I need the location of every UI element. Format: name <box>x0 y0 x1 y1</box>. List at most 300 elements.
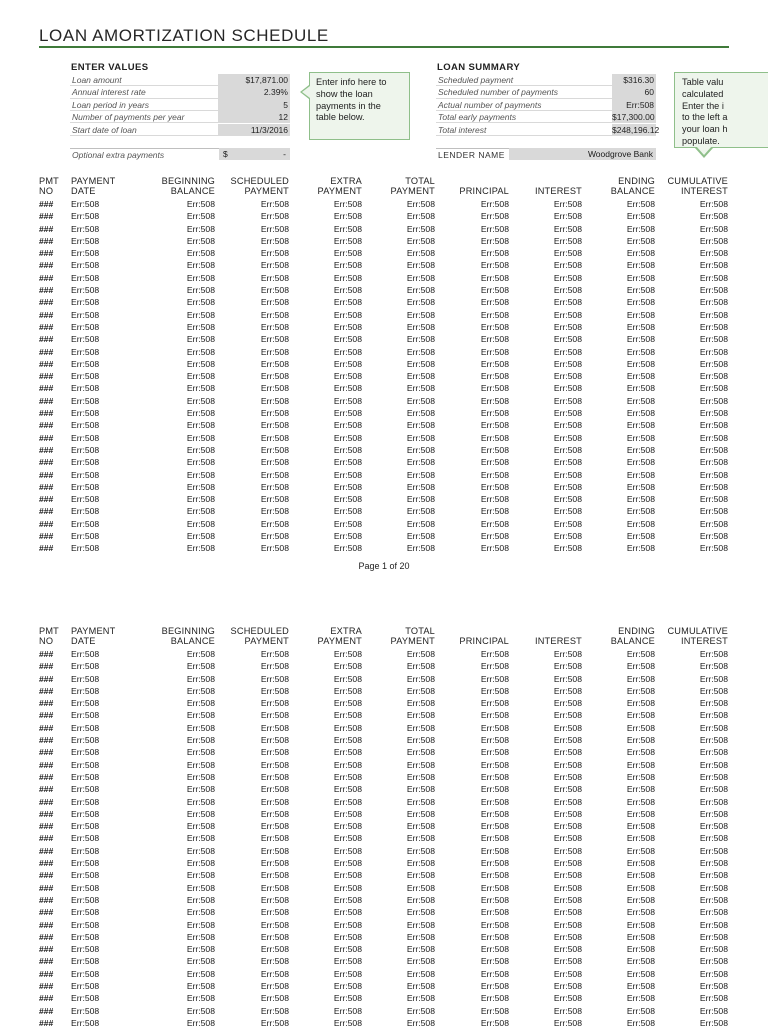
cell-total-payment: Err:508 <box>406 297 435 308</box>
cell-ending-balance: Err:508 <box>626 685 655 696</box>
cell-total-payment: Err:508 <box>406 956 435 967</box>
table-values-callout-line: Enter the i <box>682 100 724 111</box>
cell-ending-balance: Err:508 <box>626 944 655 955</box>
cell-scheduled-payment: Err:508 <box>260 518 289 529</box>
cell-pmt-no: ### <box>39 956 54 967</box>
cell-beginning-balance: Err:508 <box>186 649 215 659</box>
cell-payment-date: Err:508 <box>71 248 100 259</box>
cell-ending-balance: Err:508 <box>626 882 655 893</box>
header-line-2: DATE <box>71 186 96 196</box>
cell-total-payment: Err:508 <box>406 469 435 480</box>
cell-interest: Err:508 <box>553 710 582 721</box>
cell-principal: Err:508 <box>480 993 509 1004</box>
cell-extra-payment: Err:508 <box>333 272 362 283</box>
cell-scheduled-payment: Err:508 <box>260 649 289 659</box>
cell-beginning-balance: Err:508 <box>186 248 215 259</box>
cell-payment-date: Err:508 <box>71 858 100 869</box>
cell-extra-payment: Err:508 <box>333 309 362 320</box>
cell-scheduled-payment: Err:508 <box>260 297 289 308</box>
cell-pmt-no: ### <box>39 211 54 222</box>
cell-principal: Err:508 <box>480 907 509 918</box>
cell-payment-date: Err:508 <box>71 518 100 529</box>
cell-principal: Err:508 <box>480 944 509 955</box>
cell-pmt-no: ### <box>39 858 54 869</box>
cell-ending-balance: Err:508 <box>626 469 655 480</box>
cell-extra-payment: Err:508 <box>333 759 362 770</box>
cell-pmt-no: ### <box>39 845 54 856</box>
header-line-1: ENDING <box>618 626 655 636</box>
cell-beginning-balance: Err:508 <box>186 285 215 296</box>
table-row <box>39 685 729 697</box>
cell-payment-date: Err:508 <box>71 531 100 542</box>
header-principal <box>439 636 509 646</box>
table-row <box>39 746 729 758</box>
cell-total-payment: Err:508 <box>406 845 435 856</box>
cell-principal: Err:508 <box>480 796 509 807</box>
cell-payment-date: Err:508 <box>71 334 100 345</box>
cell-cumulative-interest: Err:508 <box>699 882 728 893</box>
cell-scheduled-payment: Err:508 <box>260 481 289 492</box>
table-row <box>39 419 729 431</box>
cell-ending-balance: Err:508 <box>626 432 655 443</box>
cell-cumulative-interest: Err:508 <box>699 845 728 856</box>
cell-scheduled-payment: Err:508 <box>260 833 289 844</box>
cell-payment-date: Err:508 <box>71 420 100 431</box>
cell-cumulative-interest: Err:508 <box>699 260 728 271</box>
cell-payment-date: Err:508 <box>71 457 100 468</box>
header-interest <box>512 636 582 646</box>
cell-principal: Err:508 <box>480 771 509 782</box>
header-line-1: SCHEDULED <box>230 176 289 186</box>
lender-row <box>436 148 656 160</box>
cell-total-payment: Err:508 <box>406 735 435 746</box>
cell-scheduled-payment: Err:508 <box>260 808 289 819</box>
cell-principal: Err:508 <box>480 321 509 332</box>
header-line-1: BEGINNING <box>161 626 215 636</box>
cell-principal: Err:508 <box>480 309 509 320</box>
cell-cumulative-interest: Err:508 <box>699 759 728 770</box>
title-underline <box>39 46 729 48</box>
cell-cumulative-interest: Err:508 <box>699 481 728 492</box>
cell-total-payment: Err:508 <box>406 481 435 492</box>
cell-extra-payment: Err:508 <box>333 531 362 542</box>
cell-pmt-no: ### <box>39 543 54 554</box>
cell-principal: Err:508 <box>480 931 509 942</box>
cell-beginning-balance: Err:508 <box>186 907 215 918</box>
header-pmt-no <box>39 176 69 196</box>
header-line-2: PAYMENT <box>390 186 435 196</box>
header-ending-balance <box>585 626 655 646</box>
cell-principal: Err:508 <box>480 845 509 856</box>
cell-beginning-balance: Err:508 <box>186 673 215 684</box>
cell-principal: Err:508 <box>480 710 509 721</box>
cell-payment-date: Err:508 <box>71 907 100 918</box>
cell-cumulative-interest: Err:508 <box>699 685 728 696</box>
cell-ending-balance: Err:508 <box>626 285 655 296</box>
cell-beginning-balance: Err:508 <box>186 494 215 505</box>
cell-beginning-balance: Err:508 <box>186 944 215 955</box>
cell-pmt-no: ### <box>39 661 54 672</box>
cell-extra-payment: Err:508 <box>333 870 362 881</box>
table-row <box>39 771 729 783</box>
cell-scheduled-payment: Err:508 <box>260 747 289 758</box>
cell-payment-date: Err:508 <box>71 371 100 382</box>
header-extra-payment <box>292 176 362 196</box>
cell-total-payment: Err:508 <box>406 420 435 431</box>
cell-payment-date: Err:508 <box>71 543 100 554</box>
cell-beginning-balance: Err:508 <box>186 346 215 357</box>
cell-interest: Err:508 <box>553 420 582 431</box>
extra-payments-row <box>70 148 290 160</box>
cell-pmt-no: ### <box>39 981 54 992</box>
cell-principal: Err:508 <box>480 469 509 480</box>
cell-pmt-no: ### <box>39 735 54 746</box>
cell-ending-balance: Err:508 <box>626 735 655 746</box>
header-pmt-no <box>39 626 69 646</box>
cell-scheduled-payment: Err:508 <box>260 358 289 369</box>
cell-pmt-no: ### <box>39 1017 54 1028</box>
cell-beginning-balance: Err:508 <box>186 211 215 222</box>
cell-cumulative-interest: Err:508 <box>699 894 728 905</box>
cell-scheduled-payment: Err:508 <box>260 1005 289 1016</box>
cell-scheduled-payment: Err:508 <box>260 981 289 992</box>
cell-pmt-no: ### <box>39 506 54 517</box>
cell-beginning-balance: Err:508 <box>186 759 215 770</box>
table-row <box>39 697 729 709</box>
cell-pmt-no: ### <box>39 931 54 942</box>
cell-beginning-balance: Err:508 <box>186 260 215 271</box>
cell-beginning-balance: Err:508 <box>186 199 215 209</box>
cell-pmt-no: ### <box>39 747 54 758</box>
enter-value-value[interactable]: 12 <box>218 111 290 122</box>
table-row <box>39 370 729 382</box>
cell-ending-balance: Err:508 <box>626 698 655 709</box>
cell-extra-payment: Err:508 <box>333 481 362 492</box>
enter-value-value[interactable]: 2.39% <box>218 86 290 97</box>
page-number-label: Page 1 of 20 <box>358 561 410 571</box>
cell-interest: Err:508 <box>553 919 582 930</box>
cell-extra-payment: Err:508 <box>333 698 362 709</box>
cell-ending-balance: Err:508 <box>626 796 655 807</box>
cell-cumulative-interest: Err:508 <box>699 199 728 209</box>
cell-total-payment: Err:508 <box>406 248 435 259</box>
table-values-callout-line: Table valu <box>682 77 724 87</box>
cell-cumulative-interest: Err:508 <box>699 334 728 345</box>
cell-payment-date: Err:508 <box>71 821 100 832</box>
cell-ending-balance: Err:508 <box>626 649 655 659</box>
cell-total-payment: Err:508 <box>406 993 435 1004</box>
cell-principal: Err:508 <box>480 1005 509 1016</box>
lender-name-value[interactable]: Woodgrove Bank <box>509 148 656 160</box>
cell-interest: Err:508 <box>553 481 582 492</box>
cell-scheduled-payment: Err:508 <box>260 211 289 222</box>
header-principal <box>439 186 509 196</box>
cell-interest: Err:508 <box>553 993 582 1004</box>
cell-scheduled-payment: Err:508 <box>260 710 289 721</box>
cell-total-payment: Err:508 <box>406 796 435 807</box>
cell-principal: Err:508 <box>480 358 509 369</box>
cell-ending-balance: Err:508 <box>626 494 655 505</box>
cell-pmt-no: ### <box>39 531 54 542</box>
cell-scheduled-payment: Err:508 <box>260 334 289 345</box>
cell-total-payment: Err:508 <box>406 285 435 296</box>
table-row <box>39 931 729 943</box>
cell-total-payment: Err:508 <box>406 808 435 819</box>
cell-total-payment: Err:508 <box>406 260 435 271</box>
callout-arrow-down-fill <box>696 146 712 155</box>
cell-beginning-balance: Err:508 <box>186 981 215 992</box>
cell-ending-balance: Err:508 <box>626 784 655 795</box>
cell-cumulative-interest: Err:508 <box>699 661 728 672</box>
cell-payment-date: Err:508 <box>71 346 100 357</box>
cell-principal: Err:508 <box>480 408 509 419</box>
cell-cumulative-interest: Err:508 <box>699 444 728 455</box>
cell-interest: Err:508 <box>553 698 582 709</box>
cell-scheduled-payment: Err:508 <box>260 993 289 1004</box>
cell-beginning-balance: Err:508 <box>186 796 215 807</box>
cell-interest: Err:508 <box>553 882 582 893</box>
table-values-callout-text <box>682 77 767 148</box>
cell-principal: Err:508 <box>480 481 509 492</box>
cell-cumulative-interest: Err:508 <box>699 531 728 542</box>
cell-cumulative-interest: Err:508 <box>699 371 728 382</box>
cell-cumulative-interest: Err:508 <box>699 968 728 979</box>
cell-pmt-no: ### <box>39 199 54 209</box>
cell-extra-payment: Err:508 <box>333 383 362 394</box>
header-line-2: PRINCIPAL <box>459 636 509 646</box>
cell-payment-date: Err:508 <box>71 199 100 209</box>
cell-payment-date: Err:508 <box>71 506 100 517</box>
cell-total-payment: Err:508 <box>406 494 435 505</box>
cell-principal: Err:508 <box>480 661 509 672</box>
cell-total-payment: Err:508 <box>406 649 435 659</box>
cell-principal: Err:508 <box>480 235 509 246</box>
schedule-header-page-1 <box>39 174 729 198</box>
cell-interest: Err:508 <box>553 199 582 209</box>
table-values-callout-line: your loan h <box>682 124 728 135</box>
cell-principal: Err:508 <box>480 673 509 684</box>
header-interest <box>512 186 582 196</box>
cell-scheduled-payment: Err:508 <box>260 506 289 517</box>
cell-extra-payment: Err:508 <box>333 543 362 554</box>
cell-scheduled-payment: Err:508 <box>260 944 289 955</box>
cell-scheduled-payment: Err:508 <box>260 894 289 905</box>
enter-value-value[interactable]: 5 <box>218 99 290 110</box>
table-row <box>39 296 729 308</box>
cell-pmt-no: ### <box>39 784 54 795</box>
cell-payment-date: Err:508 <box>71 481 100 492</box>
table-row <box>39 820 729 832</box>
table-row <box>39 955 729 967</box>
cell-beginning-balance: Err:508 <box>186 531 215 542</box>
enter-value-label: Loan period in years <box>72 99 150 110</box>
cell-scheduled-payment: Err:508 <box>260 845 289 856</box>
cell-payment-date: Err:508 <box>71 285 100 296</box>
extra-payments-field[interactable] <box>219 148 290 160</box>
table-row <box>39 845 729 857</box>
table-row <box>39 358 729 370</box>
cell-interest: Err:508 <box>553 673 582 684</box>
cell-extra-payment: Err:508 <box>333 518 362 529</box>
cell-payment-date: Err:508 <box>71 931 100 942</box>
cell-total-payment: Err:508 <box>406 506 435 517</box>
cell-principal: Err:508 <box>480 543 509 554</box>
cell-interest: Err:508 <box>553 260 582 271</box>
loan-summary-heading: LOAN SUMMARY <box>437 62 521 73</box>
cell-beginning-balance: Err:508 <box>186 432 215 443</box>
table-row <box>39 709 729 721</box>
cell-beginning-balance: Err:508 <box>186 383 215 394</box>
cell-ending-balance: Err:508 <box>626 518 655 529</box>
cell-extra-payment: Err:508 <box>333 784 362 795</box>
cell-cumulative-interest: Err:508 <box>699 395 728 406</box>
cell-extra-payment: Err:508 <box>333 747 362 758</box>
cell-principal: Err:508 <box>480 833 509 844</box>
cell-interest: Err:508 <box>553 444 582 455</box>
cell-pmt-no: ### <box>39 518 54 529</box>
cell-principal: Err:508 <box>480 919 509 930</box>
cell-total-payment: Err:508 <box>406 334 435 345</box>
header-line-1: TOTAL <box>405 626 435 636</box>
enter-info-callout-text: Enter info here to show the loan payments in the table below. <box>316 77 387 123</box>
table-row <box>39 722 729 734</box>
cell-beginning-balance: Err:508 <box>186 321 215 332</box>
table-row <box>39 648 729 660</box>
cell-extra-payment: Err:508 <box>333 882 362 893</box>
cell-scheduled-payment: Err:508 <box>260 272 289 283</box>
cell-ending-balance: Err:508 <box>626 661 655 672</box>
table-row <box>39 223 729 235</box>
cell-total-payment: Err:508 <box>406 981 435 992</box>
cell-principal: Err:508 <box>480 420 509 431</box>
cell-extra-payment: Err:508 <box>333 845 362 856</box>
summary-label: Scheduled number of payments <box>438 87 559 98</box>
cell-beginning-balance: Err:508 <box>186 518 215 529</box>
cell-interest: Err:508 <box>553 211 582 222</box>
summary-value: $17,300.00 <box>612 112 655 123</box>
table-row <box>39 542 729 554</box>
cell-ending-balance: Err:508 <box>626 260 655 271</box>
cell-total-payment: Err:508 <box>406 931 435 942</box>
table-row <box>39 968 729 980</box>
cell-cumulative-interest: Err:508 <box>699 383 728 394</box>
table-row <box>39 333 729 345</box>
enter-value-value[interactable]: 11/3/2016 <box>218 124 290 135</box>
cell-interest: Err:508 <box>553 894 582 905</box>
cell-principal: Err:508 <box>480 894 509 905</box>
cell-interest: Err:508 <box>553 494 582 505</box>
cell-extra-payment: Err:508 <box>333 457 362 468</box>
cell-total-payment: Err:508 <box>406 309 435 320</box>
cell-extra-payment: Err:508 <box>333 821 362 832</box>
cell-principal: Err:508 <box>480 870 509 881</box>
table-row <box>39 783 729 795</box>
summary-value: $316.30 <box>612 74 656 85</box>
cell-scheduled-payment: Err:508 <box>260 420 289 431</box>
cell-total-payment: Err:508 <box>406 771 435 782</box>
cell-interest: Err:508 <box>553 747 582 758</box>
cell-beginning-balance: Err:508 <box>186 685 215 696</box>
cell-scheduled-payment: Err:508 <box>260 494 289 505</box>
cell-ending-balance: Err:508 <box>626 481 655 492</box>
cell-total-payment: Err:508 <box>406 722 435 733</box>
cell-ending-balance: Err:508 <box>626 722 655 733</box>
enter-value-row <box>70 99 290 111</box>
cell-total-payment: Err:508 <box>406 747 435 758</box>
cell-scheduled-payment: Err:508 <box>260 469 289 480</box>
cell-extra-payment: Err:508 <box>333 833 362 844</box>
cell-cumulative-interest: Err:508 <box>699 285 728 296</box>
cell-cumulative-interest: Err:508 <box>699 223 728 234</box>
cell-scheduled-payment: Err:508 <box>260 673 289 684</box>
cell-interest: Err:508 <box>553 968 582 979</box>
cell-pmt-no: ### <box>39 759 54 770</box>
cell-principal: Err:508 <box>480 260 509 271</box>
cell-scheduled-payment: Err:508 <box>260 1017 289 1028</box>
cell-payment-date: Err:508 <box>71 747 100 758</box>
cell-total-payment: Err:508 <box>406 919 435 930</box>
cell-beginning-balance: Err:508 <box>186 1005 215 1016</box>
cell-pmt-no: ### <box>39 673 54 684</box>
table-row <box>39 346 729 358</box>
cell-cumulative-interest: Err:508 <box>699 518 728 529</box>
cell-extra-payment: Err:508 <box>333 297 362 308</box>
cell-total-payment: Err:508 <box>406 444 435 455</box>
summary-row <box>436 74 656 86</box>
table-row <box>39 481 729 493</box>
cell-extra-payment: Err:508 <box>333 661 362 672</box>
cell-cumulative-interest: Err:508 <box>699 784 728 795</box>
cell-pmt-no: ### <box>39 420 54 431</box>
summary-label: Total interest <box>438 124 487 135</box>
header-line-2: INTEREST <box>680 186 728 196</box>
cell-pmt-no: ### <box>39 223 54 234</box>
cell-pmt-no: ### <box>39 457 54 468</box>
cell-beginning-balance: Err:508 <box>186 808 215 819</box>
cell-cumulative-interest: Err:508 <box>699 870 728 881</box>
cell-interest: Err:508 <box>553 759 582 770</box>
table-row <box>39 272 729 284</box>
header-line-2: PAYMENT <box>317 186 362 196</box>
cell-pmt-no: ### <box>39 444 54 455</box>
cell-beginning-balance: Err:508 <box>186 235 215 246</box>
cell-scheduled-payment: Err:508 <box>260 968 289 979</box>
cell-beginning-balance: Err:508 <box>186 309 215 320</box>
cell-payment-date: Err:508 <box>71 1005 100 1016</box>
cell-total-payment: Err:508 <box>406 968 435 979</box>
cell-payment-date: Err:508 <box>71 321 100 332</box>
cell-interest: Err:508 <box>553 531 582 542</box>
table-row <box>39 882 729 894</box>
table-row <box>39 284 729 296</box>
cell-extra-payment: Err:508 <box>333 346 362 357</box>
enter-info-callout <box>309 72 410 140</box>
cell-payment-date: Err:508 <box>71 808 100 819</box>
cell-extra-payment: Err:508 <box>333 735 362 746</box>
cell-payment-date: Err:508 <box>71 981 100 992</box>
cell-extra-payment: Err:508 <box>333 444 362 455</box>
cell-interest: Err:508 <box>553 285 582 296</box>
summary-row <box>436 86 656 98</box>
cell-cumulative-interest: Err:508 <box>699 358 728 369</box>
cell-pmt-no: ### <box>39 469 54 480</box>
cell-extra-payment: Err:508 <box>333 685 362 696</box>
cell-scheduled-payment: Err:508 <box>260 907 289 918</box>
cell-pmt-no: ### <box>39 944 54 955</box>
cell-interest: Err:508 <box>553 272 582 283</box>
cell-beginning-balance: Err:508 <box>186 710 215 721</box>
enter-value-value[interactable]: $17,871.00 <box>218 74 290 85</box>
